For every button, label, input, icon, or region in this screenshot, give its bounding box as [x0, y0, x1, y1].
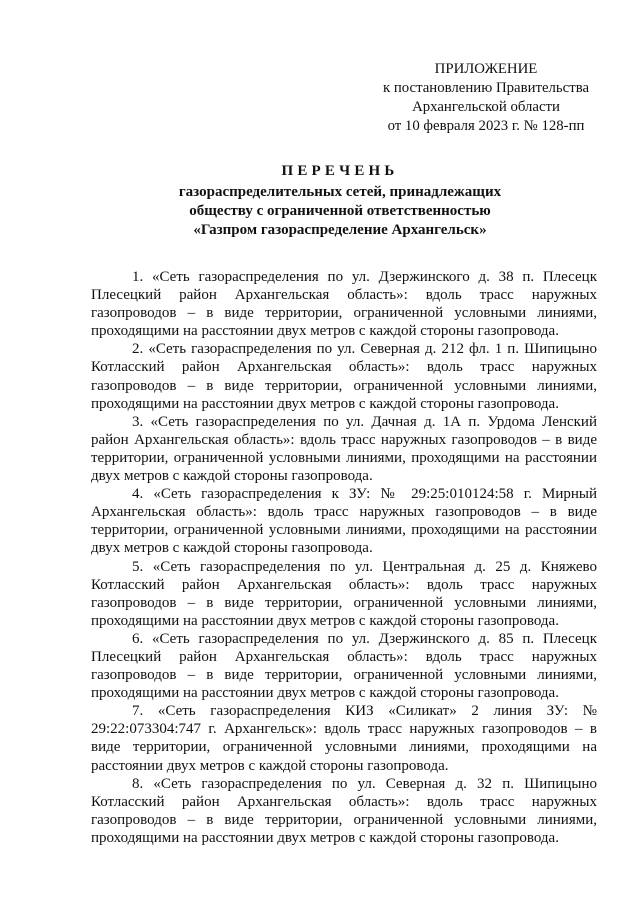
- appendix-date-line: от 10 февраля 2023 г. № 128-пп: [387, 118, 585, 134]
- title-line-3: «Газпром газораспределение Архангельск»: [193, 222, 487, 238]
- document-title: [90, 162, 590, 240]
- list-item-4: 4. «Сеть газораспределения к ЗУ: № 29:25:010124:58 г. Мирный Архангельская область»: вдоль трасс наружных газопроводов – в виде территории, ограниченной условными линиями, проходящими на расстоянии двух метров с каждой стороны газопровода.: [91, 486, 597, 557]
- list-item-5: 5. «Сеть газораспределения по ул. Центральная д. 25 д. Княжево Котласский район Архангельская область»: вдоль трасс наружных газопроводов – в виде территории, ограниченной условными линиями, проходящими на расстоянии двух метров с каждой стороны газопровода.: [91, 558, 597, 629]
- list-item-3: 3. «Сеть газораспределения по ул. Дачная д. 1А п. Урдома Ленский район Архангельская область»: вдоль трасс наружных газопроводов – в виде территории, ограниченной условными линиями, проходящими на расстоянии двух метров с каждой стороны газопровода.: [91, 413, 597, 485]
- list-item-2: 2. «Сеть газораспределения по ул. Северная д. 212 фл. 1 п. Шипицыно Котласский район Архангельская область»: вдоль трасс наружных газопроводов – в виде территории, ограниченной условными линиями, проходящими на расстоянии двух метров с каждой стороны газопровода.: [91, 341, 597, 412]
- title-heading: ПЕРЕЧЕНЬ: [281, 163, 399, 179]
- list-item-7: 7. «Сеть газораспределения КИЗ «Силикат» 2 линия ЗУ: № 29:22:073304:747 г. Архангельск»: вдоль трасс наружных газопроводов – в виде территории, ограниченной условными линиями, проходящими на расстоянии двух метров с каждой стороны газопровода.: [91, 703, 597, 774]
- appendix-header: [360, 60, 612, 136]
- list-item-8: 8. «Сеть газораспределения по ул. Северная д. 32 п. Шипицыно Котласский район Архангельская область»: вдоль трасс наружных газопроводов – в виде территории, ограниченной условными линиями, проходящими на расстоянии двух метров с каждой стороны газопровода.: [91, 775, 597, 846]
- network-list: [91, 268, 597, 847]
- title-line-2: обществу с ограниченной ответственностью: [189, 203, 491, 219]
- title-line-1: газораспределительных сетей, принадлежащих: [178, 184, 502, 200]
- list-item-1: 1. «Сеть газораспределения по ул. Дзержинского д. 38 п. Плесецк Плесецкий район Архангельская область»: вдоль трасс наружных газопроводов – в виде территории, ограниченной условными линиями, проходящими на расстоянии двух метров с каждой стороны газопровода.: [91, 269, 597, 340]
- appendix-label: ПРИЛОЖЕНИЕ: [434, 61, 538, 77]
- list-item-6: 6. «Сеть газораспределения по ул. Дзержинского д. 85 п. Плесецк Плесецкий район Архангельская область»: вдоль трасс наружных газопроводов – в виде территории, ограниченной условными линиями, проходящими на расстоянии двух метров с каждой стороны газопровода.: [91, 630, 597, 702]
- appendix-resolution-line: к постановлению Правительства: [382, 80, 590, 96]
- appendix-region-line: Архангельской области: [412, 99, 560, 115]
